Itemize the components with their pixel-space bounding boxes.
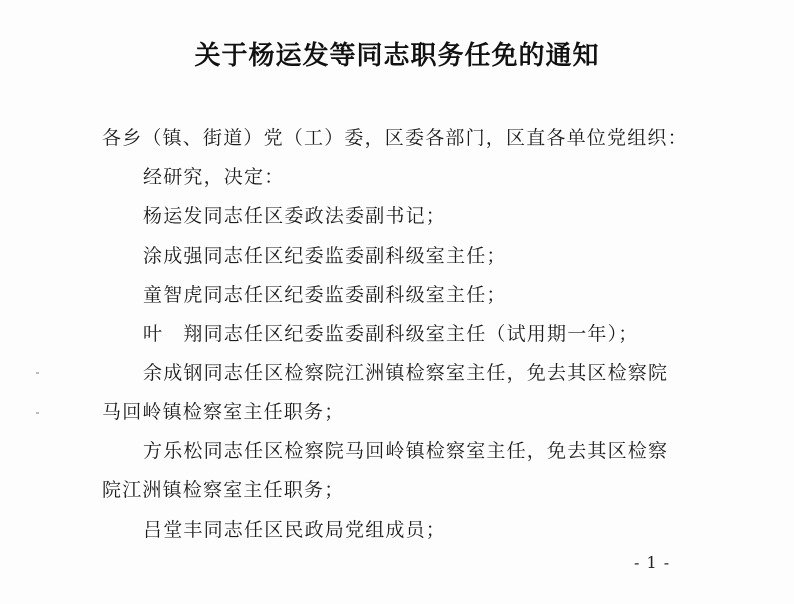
scan-speck xyxy=(36,412,39,414)
appointment-line: 童智虎同志任区纪委监委副科级室主任； xyxy=(143,284,507,306)
appointment-line: 涂成强同志任区纪委监委副科级室主任； xyxy=(143,245,507,267)
appointment-line: 方乐松同志任区检察院马回岭镇检察室主任，免去其区检察 xyxy=(143,440,669,462)
appointment-line-continuation: 马回岭镇检察室主任职务； xyxy=(102,401,345,423)
appointment-line: 余成钢同志任区检察院江洲镇检察室主任，免去其区检察院 xyxy=(143,362,669,384)
page-number: - 1 - xyxy=(634,553,671,572)
scan-speck xyxy=(36,372,39,374)
addressee-line: 各乡（镇、街道）党（工）委，区委各部门，区直各单位党组织： xyxy=(102,127,688,149)
intro-line: 经研究，决定： xyxy=(143,166,285,188)
appointment-line: 杨运发同志任区委政法委副书记； xyxy=(143,205,447,227)
appointment-line-continuation: 院江洲镇检察室主任职务； xyxy=(102,479,345,501)
appointment-line: 叶 翔同志任区纪委监委副科级室主任（试用期一年）； xyxy=(143,323,639,345)
appointment-line: 吕堂丰同志任区民政局党组成员； xyxy=(143,519,447,541)
document-title: 关于杨运发等同志职务任免的通知 xyxy=(194,41,600,71)
